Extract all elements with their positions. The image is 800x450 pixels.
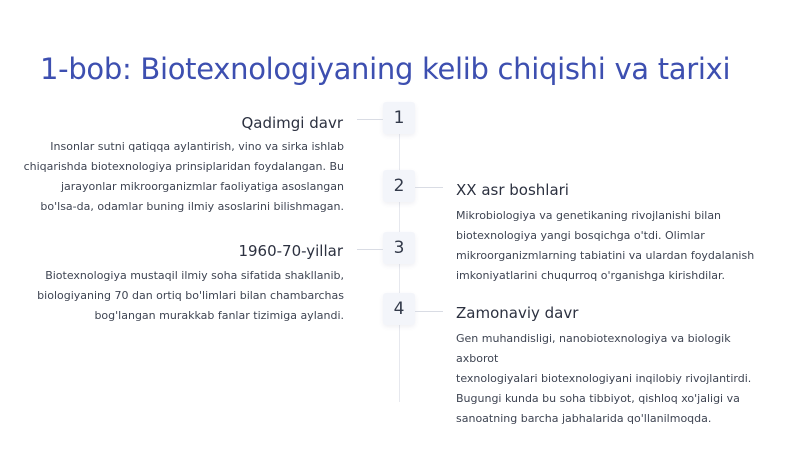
timeline-node-4: 4: [383, 293, 415, 325]
timeline-node-1: 1: [383, 102, 415, 134]
timeline-connector-4: [415, 311, 443, 312]
page-title: 1-bob: Biotexnologiyaning kelib chiqishi va tarixi: [40, 52, 731, 86]
timeline-desc-2: Mikrobiologiya va genetikaning rivojlanishi bilan biotexnologiya yangi bosqichga o'tdi. Olimlar mikroorganizmlarning tabiatini va ulardan foydalanish imkoniyatlarini chuqurroq o'rganishga kirishdilar.: [456, 209, 755, 282]
timeline-heading-3: 1960-70-yillar: [238, 242, 343, 260]
timeline-connector-2: [415, 187, 443, 188]
timeline-desc-3: Biotexnologiya mustaqil ilmiy soha sifatida shakllanib, biologiyaning 70 dan ortiq bo'limlari bilan chambarchas bog'langan murakkab fanlar tizimiga aylandi.: [37, 269, 344, 322]
timeline-node-2: 2: [383, 170, 415, 202]
timeline-desc-4: Gen muhandisligi, nanobiotexnologiya va biologik axborot texnologiyalari biotexnologiyani inqilobiy rivojlantirdi. Bugungi kunda bu soha tibbiyot, qishloq xo'jaligi va sanoatning barcha jabhalarida qo'llanilmoqda.: [456, 332, 752, 425]
timeline-heading-4: Zamonaviy davr: [456, 304, 579, 322]
timeline-heading-1: Qadimgi davr: [241, 114, 343, 132]
timeline-heading-2: XX asr boshlari: [456, 181, 569, 199]
timeline-connector-3: [357, 249, 383, 250]
timeline-connector-1: [357, 119, 383, 120]
timeline-node-3: 3: [383, 232, 415, 264]
timeline-desc-1: Insonlar sutni qatiqqa aylantirish, vino va sirka ishlab chiqarishda biotexnologiya prinsiplaridan foydalangan. Bu jarayonlar mikroorganizmlar faoliyatiga asoslangan bo'lsa-da, odamlar buning ilmiy asoslarini bilishmagan.: [23, 140, 344, 213]
